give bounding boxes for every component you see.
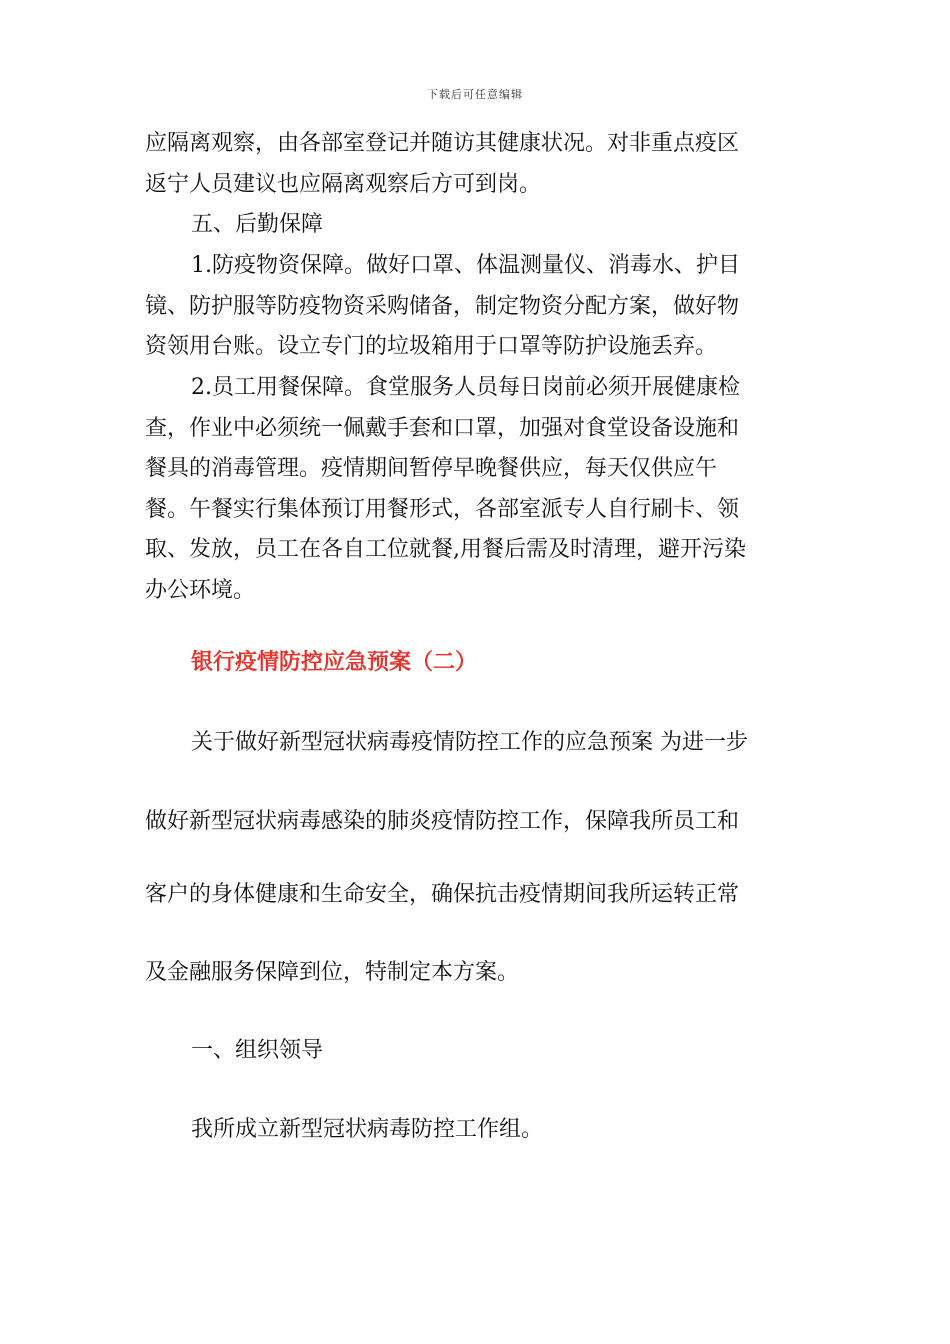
text-line: 餐。午餐实行集体预订用餐形式，各部室派专人自行刷卡、领 — [145, 496, 740, 522]
intro-line-2: 做好新型冠状病毒感染的肺炎疫情防控工作，保障我所员工和 — [145, 809, 740, 834]
page-header: 下载后可任意编辑 — [427, 88, 523, 101]
text-line: 取、发放，员工在各自工位就餐,用餐后需及时清理，避开污染 — [145, 537, 746, 562]
text-line: 返宁人员建议也应隔离观察后方可到岗。 — [145, 171, 542, 197]
intro-line-1: 关于做好新型冠状病毒疫情防控工作的应急预案 为进一步 — [191, 730, 748, 755]
section-heading-logistics — [145, 205, 805, 246]
text-line: 餐具的消毒管理。疫情期间暂停早晚餐供应，每天仅供应午 — [145, 456, 718, 481]
paragraph-supplies — [145, 246, 805, 368]
plan-title: 银行疫情防控应急预案（二） — [191, 649, 478, 675]
heading-text: 五、后勤保障 — [191, 212, 324, 237]
paragraph-meals — [145, 368, 805, 611]
text-line: 办公环境。 — [145, 577, 256, 603]
text-line: 查，作业中必须统一佩戴手套和口罩，加强对食堂设备设施和 — [145, 415, 740, 441]
section-heading-organization: 一、组织领导 — [191, 1038, 324, 1063]
text-line: 应隔离观察，由各部室登记并随访其健康状况。对非重点疫区 — [145, 131, 740, 156]
text-line: 1.防疫物资保障。做好口罩、体温测量仪、消毒水、护目 — [191, 253, 740, 278]
text-line: 镜、防护服等防疫物资采购储备，制定物资分配方案，做好物 — [145, 293, 740, 319]
intro-line-4: 及金融服务保障到位，特制定本方案。 — [145, 960, 520, 985]
paragraph-isolation — [145, 124, 805, 205]
intro-line-3: 客户的身体健康和生命安全，确保抗击疫情期间我所运转正常 — [145, 882, 740, 907]
text-line: 资领用台账。设立专门的垃圾箱用于口罩等防护设施丢弃。 — [145, 334, 718, 359]
paragraph-working-group: 我所成立新型冠状病毒防控工作组。 — [191, 1117, 544, 1142]
text-line: 2.员工用餐保障。食堂服务人员每日岗前必须开展健康检 — [191, 375, 740, 400]
